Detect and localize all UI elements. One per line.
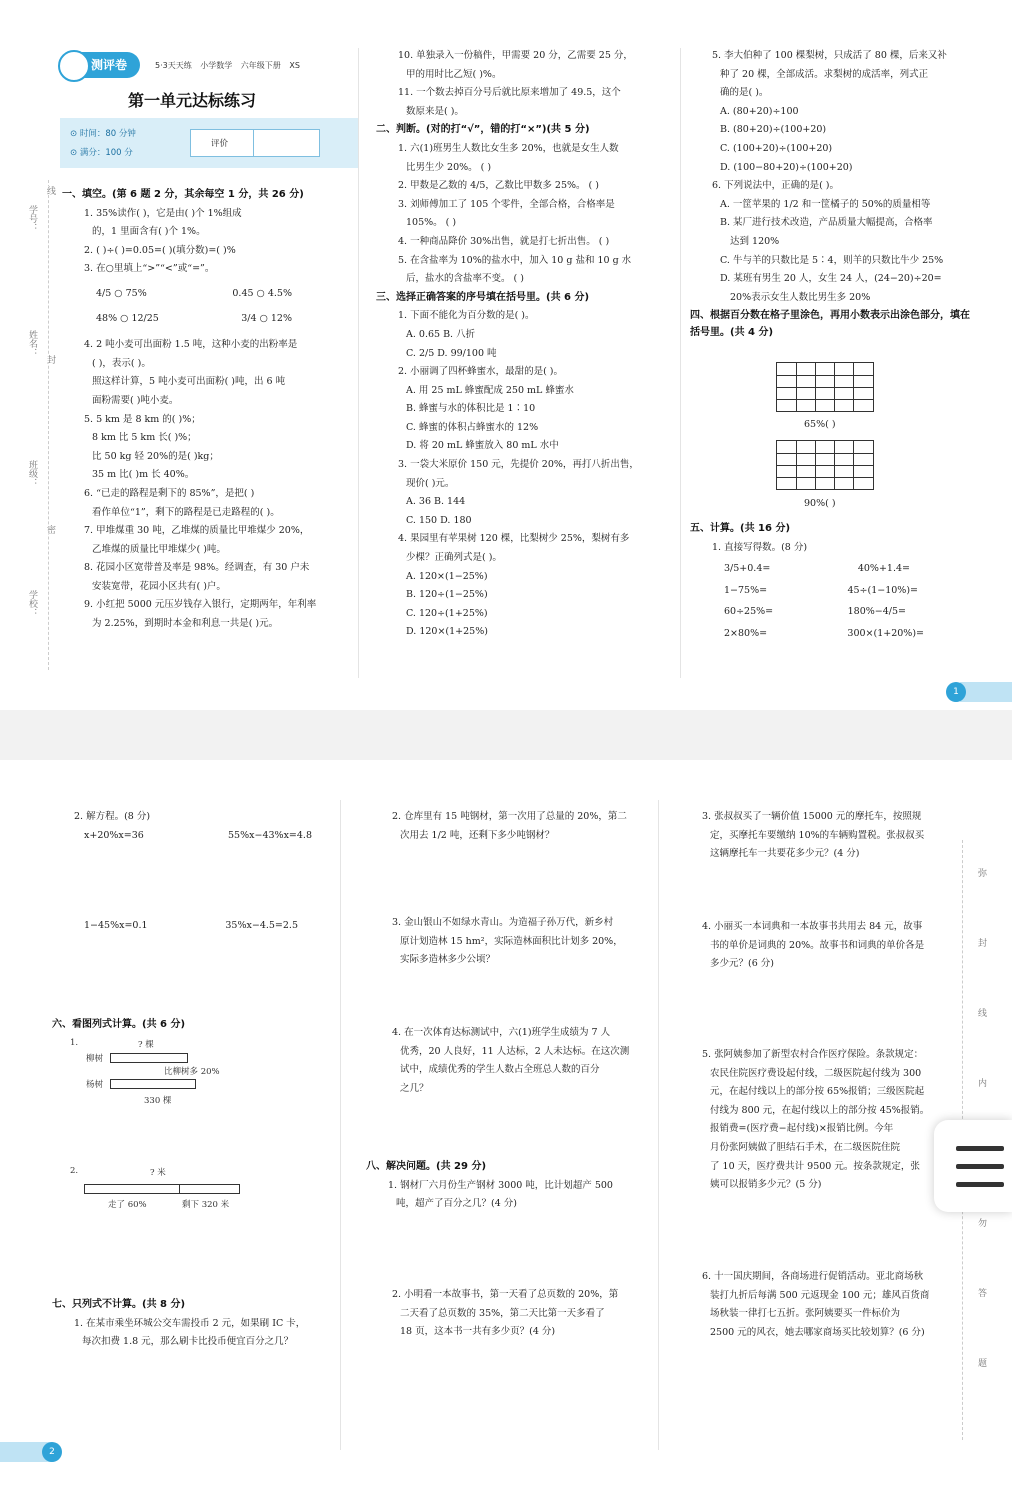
question-line: 二天看了总页数的 35%，第二天比第一天多看了 [400, 1307, 605, 1319]
worksheet-page-1 [0, 0, 1012, 710]
choice-line: C. (100+20)÷(100+20) [720, 142, 833, 154]
question-line: 5. 5 km 是 8 km 的( )%； [84, 413, 201, 425]
choice-line: 20%表示女生人数比男生多 20% [730, 291, 871, 303]
section-8-heading: 八、解决问题。(共 29 分) [366, 1161, 487, 1172]
choice-line: D. (100−80+20)÷(100+20) [720, 161, 853, 173]
page-title: 第一单元达标练习 [128, 91, 257, 110]
calc-item: 3/5+0.4= [724, 563, 771, 575]
calc-item: 60÷25%= [724, 606, 774, 618]
badge-label: 测评卷 [90, 58, 127, 72]
diagram-question: ? 棵 [138, 1040, 154, 1050]
question-line: 原计划造林 15 hm²，实际造林面积比计划多 20%， [400, 935, 623, 947]
question-line: 数原来是( )。 [406, 105, 464, 117]
section-8 [366, 1158, 656, 1214]
question-line: 3. 金山银山不如绿水青山。为造福子孙万代，新乡村 [392, 917, 614, 928]
judge-line: 5. 在含盐率为 10%的盐水中，加入 10 g 盐和 10 g 水 [398, 254, 632, 266]
column-2 [370, 808, 655, 845]
section-6-heading: 六、看图列式计算。(共 6 分) [52, 1019, 186, 1030]
section-7 [52, 1296, 337, 1352]
choice-line: 3. 一袋大米原价 150 元，先提价 20%，再打八折出售， [398, 459, 639, 471]
question-line: 4. 2 吨小麦可出面粉 1.5 吨，这种小麦的出粉率是 [84, 339, 298, 351]
judge-line: 后，盐水的含盐率不变。 ( ) [406, 273, 524, 285]
side-mark: 线 [976, 1008, 986, 1017]
choice-line: C. 牛与羊的只数比是 5∶4，则羊的只数比牛少 25% [720, 254, 944, 266]
test-badge [60, 52, 140, 78]
diagram-number: 1. [70, 1038, 79, 1048]
choice-line: 种了 20 棵，全部成活。求梨树的成活率，列式正 [720, 68, 929, 80]
diagram-total: 330 棵 [144, 1096, 172, 1106]
choice-line: A. (80+20)÷100 [720, 105, 799, 117]
question-line: 报销费=(医疗费−起付线)×报销比例。今年 [710, 1123, 894, 1135]
calc-item: 180%−4/5= [847, 606, 906, 618]
calc-item: 45÷(1−10%)= [847, 584, 918, 596]
compare-item[interactable]: 3/4 ○ 12% [241, 312, 292, 324]
question-line: 多少元？(6 分) [710, 958, 774, 970]
question-line: 的，1 里面含有( )个 1%。 [92, 226, 206, 238]
judge-line: 比男生少 20%。 ( ) [406, 161, 492, 173]
choice-line: 1. 下面不能化为百分数的是( )。 [398, 310, 535, 322]
section-5 [690, 520, 990, 647]
section-6 [52, 1016, 332, 1035]
page-number: 1 [946, 682, 966, 702]
problem-3 [680, 808, 960, 864]
question-line: 月份张阿姨做了胆结石手术，在二级医院住院 [710, 1141, 901, 1153]
choice-line: B. 蜂蜜与水的体积比是 1∶10 [406, 403, 536, 415]
choice-line: 6. 下列说法中，正确的是( )。 [712, 180, 840, 192]
side-mark: 弥 [976, 868, 986, 877]
question-line: 1. 钢材厂六月份生产钢材 3000 吨，比计划超产 500 [388, 1179, 613, 1191]
hundred-grid-1[interactable] [776, 362, 874, 412]
time-label: ⊙ 时间：80 分钟 [70, 129, 136, 139]
side-mark: 勿 [976, 1218, 986, 1227]
diagram-row-label: 杨树 [86, 1080, 104, 1090]
question-line: 4. 小丽买一本词典和一本故事书共用去 84 元，故事 [702, 921, 923, 932]
question-line: 2. ( )÷( )=0.05=( )(填分数)=( )% [84, 244, 236, 256]
question-line: 3. 在○里填上“>”“<”或“=”。 [84, 263, 215, 275]
question-line: 优秀，20 人良好，11 人达标，2 人未达标。在这次测 [400, 1045, 630, 1057]
question-line: 6. 十一国庆期间，各商场进行促销活动。亚北商场秋 [702, 1271, 924, 1282]
line-diagram-2 [70, 1164, 270, 1224]
section-7-heading: 七、只列式不计算。(共 8 分) [52, 1299, 186, 1310]
question-line: 1. 在某市乘坐环城公交车需投币 2 元，如果刷 IC 卡， [74, 1317, 306, 1329]
question-line: 元，在起付线以上的部分按 65%报销；三级医院起 [710, 1086, 925, 1098]
question-line: 了 10 天，医疗费共计 9500 元。按条款规定，张 [710, 1160, 920, 1172]
question-line: 8. 花园小区宽带普及率是 98%。经调查，有 30 户未 [84, 562, 310, 574]
question-line: 18 页，这本书一共有多少页？(4 分) [400, 1326, 556, 1338]
side-label-name: 姓名： [27, 330, 37, 357]
question-line: 农民住院医疗费设起付线，二级医院起付线为 300 [710, 1067, 922, 1079]
bar-willow [110, 1053, 188, 1063]
question-line: 比 50 kg 轻 20%的是( )kg； [92, 450, 219, 462]
question-line: 每次扣费 1.8 元，那么刷卡比投币便宜百分之几？ [82, 1336, 294, 1348]
question-line: 吨，超产了百分之几？(4 分) [396, 1198, 517, 1210]
choice-line: 5. 李大伯种了 100 棵梨树，只成活了 80 棵，后来又补 [712, 50, 947, 61]
compare-item[interactable]: 0.45 ○ 4.5% [232, 287, 292, 299]
problem-4 [680, 918, 960, 974]
binding-line [48, 180, 49, 670]
side-label-student-id: 学号： [27, 205, 37, 232]
question-line: 4. 在一次体育达标测试中，六(1)班学生成绩为 7 人 [392, 1027, 611, 1038]
judge-line: 105%。 ( ) [406, 217, 457, 229]
question-line: 面粉需要( )吨小麦。 [92, 394, 179, 406]
question-line: 照这样计算，5 吨小麦可出面粉( )吨，出 6 吨 [92, 376, 286, 388]
question-line: 看作单位“1”，剩下的路程是已走路程的( )。 [92, 506, 280, 518]
sub-heading: 1. 直接写得数。(8 分) [712, 541, 808, 553]
question-line: 7. 甲堆煤重 30 吨，乙堆煤的质量比甲堆煤少 20%， [84, 525, 310, 537]
compare-row [62, 310, 352, 329]
question-line: 付线为 800 元，在起付线以上的部分按 45%报销。 [710, 1104, 930, 1116]
question-line: 5. 张阿姨参加了新型农村合作医疗保险。条款规定： [702, 1049, 924, 1060]
question-line: 10. 单独录入一份稿件，甲需要 20 分，乙需要 25 分， [398, 50, 633, 61]
equation: 55%x−43%x=4.8 [228, 829, 312, 841]
choice-line: 现价( )元。 [406, 477, 455, 489]
evaluation-box[interactable] [190, 129, 320, 157]
question-line: 9. 小红把 5000 元压岁钱存入银行，定期两年，年利率 [84, 599, 317, 611]
bar-poplar [110, 1079, 196, 1089]
column-divider [680, 48, 681, 678]
choice-line: B. (80+20)÷(100+20) [720, 124, 827, 136]
problem-6 [680, 1268, 960, 1342]
menu-button[interactable] [934, 1120, 1012, 1212]
question-line: 8 km 比 5 km 长( )%； [92, 432, 197, 444]
question-line: 书的单价是词典的 20%。故事书和词典的单价各是 [710, 939, 925, 951]
choice-line: A. 120×(1−25%) [406, 570, 488, 582]
section-3-heading: 三、选择正确答案的序号填在括号里。(共 6 分) [376, 291, 590, 303]
choice-line: 少棵？正确列式是( )。 [406, 552, 502, 564]
choice-line: 确的是( )。 [720, 87, 769, 99]
equation-row [52, 917, 332, 936]
question-line: 之几？ [400, 1082, 429, 1094]
question-4 [370, 1024, 655, 1098]
sub-heading: 2. 解方程。(8 分) [74, 811, 151, 822]
column-3 [690, 47, 990, 341]
question-line: 2500 元的风衣，她去哪家商场买比较划算？(6 分) [710, 1326, 925, 1338]
choice-line: 4. 果园里有苹果树 120 棵，比梨树少 25%，梨树有多 [398, 533, 630, 545]
question-line: 装打九折后每满 500 元返现金 100 元；雄风百货商 [710, 1289, 930, 1301]
choice-line: C. 蜂蜜的体积占蜂蜜水的 12% [406, 421, 539, 433]
choice-line: 2. 小丽调了四杯蜂蜜水，最甜的是( )。 [398, 366, 564, 378]
choice-line: C. 150 D. 180 [406, 514, 472, 526]
choice-line: D. 某班有男生 20 人，女生 24 人，(24−20)÷20= [720, 273, 942, 285]
side-mark: 封 [976, 938, 986, 947]
calc-item: 1−75%= [724, 584, 768, 596]
question-line: 6. “已走的路程是剩下的 85%”，是把( ) [84, 487, 255, 499]
side-mark: 封 [45, 355, 55, 364]
question-line: 实际多造林多少公顷？ [400, 954, 496, 966]
section-5-heading: 五、计算。(共 16 分) [690, 523, 791, 534]
diagram-right-label: 剩下 320 米 [182, 1200, 230, 1210]
question-line: ( )，表示( )。 [92, 357, 151, 369]
question-3 [370, 914, 655, 970]
calc-row [690, 625, 990, 644]
section-4-heading: 四、根据百分数在格子里涂色，再用小数表示出涂色部分，填在括号里。(共 4 分) [690, 310, 970, 339]
choice-line: A. 用 25 mL 蜂蜜配成 250 mL 蜂蜜水 [406, 384, 574, 396]
question-line: 3. 张叔叔买了一辆价值 15000 元的摩托车，按照规 [702, 811, 922, 822]
problem-5 [680, 1046, 960, 1195]
worksheet-page-2 [0, 760, 1012, 1496]
grid-label: 65%( ) [804, 419, 836, 430]
column-2 [376, 47, 676, 642]
side-mark: 内 [976, 1078, 986, 1087]
side-mark: 答 [976, 1288, 986, 1297]
judge-line: 3. 刘师傅加工了 105 个零件，全部合格，合格率是 [398, 198, 615, 210]
question-line: 2. 小明看一本故事书，第一天看了总页数的 20%，第 [392, 1289, 619, 1300]
question-line: 11. 一个数去掉百分号后就比原来增加了 49.5，这个 [398, 87, 621, 99]
header-info: 5·3天天练 小学数学 六年级下册 XS [155, 61, 300, 70]
score-label: ⊙ 满分：100 分 [70, 148, 133, 158]
question-line: 35 m 比( )m 长 40%。 [92, 469, 195, 481]
calc-item: 300×(1+20%)= [847, 627, 924, 639]
question-line: 为 2.25%，到期时本金和利息一共是( )元。 [92, 618, 279, 630]
page-number-bar [960, 682, 1012, 702]
calc-row [690, 560, 990, 579]
side-label-class: 班级： [27, 460, 37, 487]
diagram-left-label: 走了 60% [108, 1200, 147, 1210]
mascot-icon [58, 50, 90, 82]
judge-line: 4. 一种商品降价 30%出售，就是打七折出售。 ( ) [398, 235, 610, 247]
question-line: 次用去 1/2 吨，还剩下多少吨钢材？ [400, 829, 555, 841]
bar-walked [84, 1184, 180, 1194]
equation: 1−45%x=0.1 [84, 920, 148, 932]
judge-line: 1. 六(1)班男生人数比女生多 20%，也就是女生人数 [398, 142, 619, 154]
diagram-number: 2. [70, 1166, 79, 1176]
equation: x+20%x=36 [84, 829, 144, 841]
diagram-question: ? 米 [150, 1168, 166, 1178]
choice-line: A. 0.65 B. 八折 [406, 328, 476, 340]
question-line: 甲的用时比乙短( )%。 [406, 68, 502, 80]
choice-line: D. 将 20 mL 蜂蜜放入 80 mL 水中 [406, 440, 559, 452]
choice-line: B. 120÷(1−25%) [406, 589, 488, 601]
grid-label: 90%( ) [804, 498, 836, 509]
judge-line: 2. 甲数是乙数的 4/5，乙数比甲数多 25%。 ( ) [398, 180, 599, 192]
question-line: 安装宽带，花园小区共有( )户。 [92, 580, 226, 592]
evaluation-label: 评价 [211, 139, 229, 149]
problem-2 [370, 1286, 655, 1342]
column-1 [52, 808, 332, 936]
choice-line: C. 120÷(1+25%) [406, 607, 488, 619]
section-1-heading: 一、填空。(第 6 题 2 分，其余每空 1 分，共 26 分) [62, 189, 304, 200]
section-2-heading: 二、判断。(对的打“√”，错的打“×”)(共 5 分) [376, 124, 590, 136]
equation: 35%x−4.5=2.5 [225, 920, 298, 932]
compare-row [62, 285, 352, 304]
choice-line: A. 一筐苹果的 1/2 和一筐橘子的 50%的质量相等 [720, 198, 931, 210]
compare-item[interactable]: 4/5 ○ 75% [96, 287, 147, 299]
choice-line: 达到 120% [730, 235, 780, 247]
side-label-school: 学校： [27, 590, 37, 617]
question-line: 乙堆煤的质量比甲堆煤少( )吨。 [92, 543, 226, 555]
question-line: 这辆摩托车一共要花多少元？(4 分) [710, 848, 860, 860]
side-mark: 线 [45, 186, 55, 195]
calc-row [690, 582, 990, 601]
hundred-grid-2[interactable] [776, 440, 874, 490]
choice-line: C. 2/5 D. 99/100 吨 [406, 347, 497, 359]
column-divider [340, 800, 341, 1450]
diagram-row-label: 柳树 [86, 1054, 104, 1064]
choice-line: B. 某厂进行技术改造，产品质量大幅提高，合格率 [720, 217, 933, 229]
compare-item[interactable]: 48% ○ 12/25 [96, 312, 159, 324]
column-divider [358, 48, 359, 678]
question-line: 1. 35%读作( )，它是由( )个 1%组成 [84, 207, 242, 219]
question-line: 2. 仓库里有 15 吨钢材，第一次用了总量的 20%，第二 [392, 811, 627, 822]
column-divider [658, 800, 659, 1450]
question-line: 定，买摩托车要缴纳 10%的车辆购置税。张叔叔买 [710, 829, 925, 841]
calc-item: 2×80%= [724, 627, 768, 639]
line-diagram-1 [70, 1036, 270, 1126]
question-line: 姨可以报销多少元？(5 分) [710, 1179, 822, 1191]
calc-row [690, 603, 990, 622]
calc-item: 40%+1.4= [857, 563, 910, 575]
choice-line: D. 120×(1+25%) [406, 626, 488, 638]
diagram-note: 比柳树多 20% [164, 1067, 220, 1077]
page-number: 2 [42, 1442, 62, 1462]
question-line: 场秋装一律打七五折。张阿姨要买一件标价为 [710, 1308, 901, 1320]
choice-line: A. 36 B. 144 [406, 496, 466, 508]
info-box [60, 118, 358, 168]
column-1 [62, 186, 352, 634]
equation-row [52, 827, 332, 846]
side-mark: 题 [976, 1358, 986, 1367]
question-line: 试中，成绩优秀的学生人数占全班总人数的百分 [400, 1064, 600, 1076]
side-mark: 密 [45, 525, 55, 534]
